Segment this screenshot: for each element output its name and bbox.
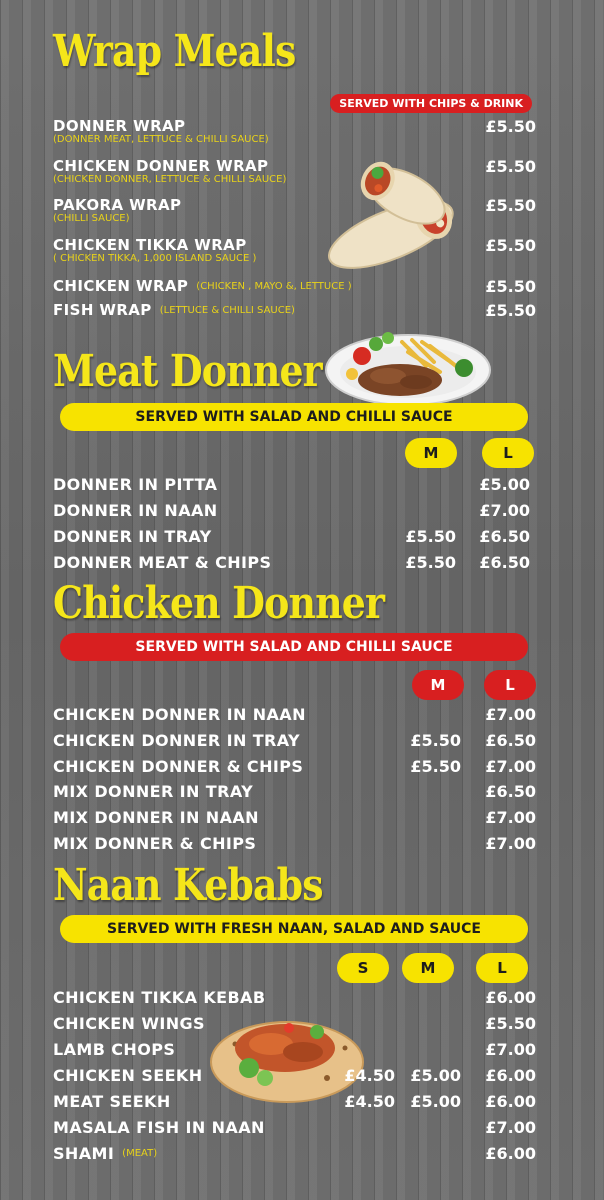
item-price-large: £5.50 bbox=[485, 1013, 536, 1033]
item-price-large: £7.00 bbox=[485, 1117, 536, 1137]
menu-item bbox=[53, 1038, 536, 1060]
size-label-m: M bbox=[405, 438, 457, 468]
size-label-l: L bbox=[484, 670, 536, 700]
item-name: CHICKEN SEEKH bbox=[53, 1065, 203, 1085]
item-price-medium: £5.50 bbox=[405, 552, 456, 572]
menu-item bbox=[53, 275, 536, 297]
item-price-large: £6.00 bbox=[485, 1091, 536, 1111]
menu-item bbox=[53, 1064, 536, 1086]
menu-item bbox=[53, 806, 536, 828]
item-description: (CHICKEN DONNER, LETTUCE & CHILLI SAUCE) bbox=[53, 174, 287, 185]
size-label-s: S bbox=[337, 953, 389, 983]
menu-item bbox=[53, 473, 536, 495]
item-name: MEAT SEEKH bbox=[53, 1091, 171, 1111]
item-name: PAKORA WRAP bbox=[53, 196, 182, 214]
item-name: MIX DONNER IN NAAN bbox=[53, 807, 259, 827]
item-name: DONNER IN TRAY bbox=[53, 526, 212, 546]
item-price-medium: £5.50 bbox=[410, 756, 461, 776]
item-name: CHICKEN WRAP bbox=[53, 277, 189, 295]
item-price: £5.50 bbox=[485, 116, 536, 136]
menu-item bbox=[53, 525, 536, 547]
item-description: ( CHICKEN TIKKA, 1,000 ISLAND SAUCE ) bbox=[53, 253, 257, 264]
menu-item bbox=[53, 299, 536, 321]
item-price: £5.50 bbox=[485, 276, 536, 296]
item-name: DONNER WRAP bbox=[53, 117, 186, 135]
item-price-large: £7.00 bbox=[485, 807, 536, 827]
size-label-m: M bbox=[412, 670, 464, 700]
item-description: (LETTUCE & CHILLI SAUCE) bbox=[159, 304, 295, 316]
item-name: MIX DONNER IN TRAY bbox=[53, 781, 254, 801]
chicken-donner-served-with-banner: SERVED WITH SALAD AND CHILLI SAUCE bbox=[60, 633, 528, 661]
item-name: SHAMI bbox=[53, 1143, 115, 1163]
item-name: CHICKEN DONNER & CHIPS bbox=[53, 756, 304, 776]
item-price-small: £4.50 bbox=[344, 1065, 395, 1085]
item-name: CHICKEN TIKKA WRAP bbox=[53, 236, 247, 254]
item-price-large: £6.00 bbox=[485, 1143, 536, 1163]
meat-donner-served-with-banner: SERVED WITH SALAD AND CHILLI SAUCE bbox=[60, 403, 528, 431]
size-label-m: M bbox=[402, 953, 454, 983]
menu-item bbox=[53, 155, 536, 185]
item-price-large: £7.00 bbox=[485, 833, 536, 853]
item-price-medium: £5.00 bbox=[410, 1065, 461, 1085]
size-label-l: L bbox=[476, 953, 528, 983]
item-price-large: £7.00 bbox=[485, 704, 536, 724]
item-price-large: £6.50 bbox=[479, 526, 530, 546]
menu-item bbox=[53, 115, 536, 145]
item-price-large: £5.00 bbox=[479, 474, 530, 494]
naan-kebabs-title: Naan Kebabs bbox=[53, 860, 323, 911]
chicken-donner-title: Chicken Donner bbox=[53, 578, 385, 629]
item-name: CHICKEN DONNER IN TRAY bbox=[53, 730, 300, 750]
item-price-large: £6.50 bbox=[485, 730, 536, 750]
item-name: MASALA FISH IN NAAN bbox=[53, 1117, 265, 1137]
item-name: DONNER IN PITTA bbox=[53, 474, 218, 494]
menu-item bbox=[53, 780, 536, 802]
menu-item bbox=[53, 832, 536, 854]
menu-item bbox=[53, 234, 536, 264]
item-price-medium: £5.50 bbox=[405, 526, 456, 546]
item-description: (CHICKEN , MAYO &, LETTUCE ) bbox=[196, 280, 352, 292]
menu-item bbox=[53, 551, 536, 573]
item-name: CHICKEN TIKKA KEBAB bbox=[53, 987, 266, 1007]
item-price-large: £7.00 bbox=[485, 1039, 536, 1059]
naan-kebabs-served-with-banner: SERVED WITH FRESH NAAN, SALAD AND SAUCE bbox=[60, 915, 528, 943]
menu-item bbox=[53, 499, 536, 521]
item-price-small: £4.50 bbox=[344, 1091, 395, 1111]
menu-item bbox=[53, 703, 536, 725]
item-price-large: £7.00 bbox=[485, 756, 536, 776]
wrap-meals-title: Wrap Meals bbox=[53, 26, 296, 77]
item-name: FISH WRAP bbox=[53, 301, 152, 319]
item-description: (CHILLI SAUCE) bbox=[53, 213, 130, 224]
item-name: LAMB CHOPS bbox=[53, 1039, 176, 1059]
menu-item bbox=[53, 194, 536, 224]
item-name: CHICKEN DONNER IN NAAN bbox=[53, 704, 306, 724]
item-name: DONNER IN NAAN bbox=[53, 500, 218, 520]
item-name: CHICKEN DONNER WRAP bbox=[53, 157, 269, 175]
item-name: MIX DONNER & CHIPS bbox=[53, 833, 257, 853]
size-label-l: L bbox=[482, 438, 534, 468]
menu-item bbox=[53, 1142, 536, 1164]
menu-item bbox=[53, 1116, 536, 1138]
item-price: £5.50 bbox=[485, 235, 536, 255]
donner-plate-photo bbox=[322, 322, 492, 406]
item-price-large: £6.00 bbox=[485, 1065, 536, 1085]
item-price-large: £7.00 bbox=[479, 500, 530, 520]
menu-item bbox=[53, 1012, 536, 1034]
item-price-medium: £5.00 bbox=[410, 1091, 461, 1111]
item-price: £5.50 bbox=[485, 300, 536, 320]
item-name: CHICKEN WINGS bbox=[53, 1013, 205, 1033]
item-price-medium: £5.50 bbox=[410, 730, 461, 750]
item-price: £5.50 bbox=[485, 156, 536, 176]
item-price-large: £6.00 bbox=[485, 987, 536, 1007]
meat-donner-title: Meat Donner bbox=[53, 346, 322, 397]
menu-item bbox=[53, 1090, 536, 1112]
item-description: (DONNER MEAT, LETTUCE & CHILLI SAUCE) bbox=[53, 134, 269, 145]
menu-item bbox=[53, 986, 536, 1008]
item-price-large: £6.50 bbox=[485, 781, 536, 801]
menu-item bbox=[53, 729, 536, 751]
served-with-chips-drink-badge: SERVED WITH CHIPS & DRINK bbox=[330, 94, 532, 113]
item-price: £5.50 bbox=[485, 195, 536, 215]
item-name: DONNER MEAT & CHIPS bbox=[53, 552, 272, 572]
item-description: (MEAT) bbox=[122, 1147, 158, 1159]
menu-item bbox=[53, 755, 536, 777]
item-price-large: £6.50 bbox=[479, 552, 530, 572]
